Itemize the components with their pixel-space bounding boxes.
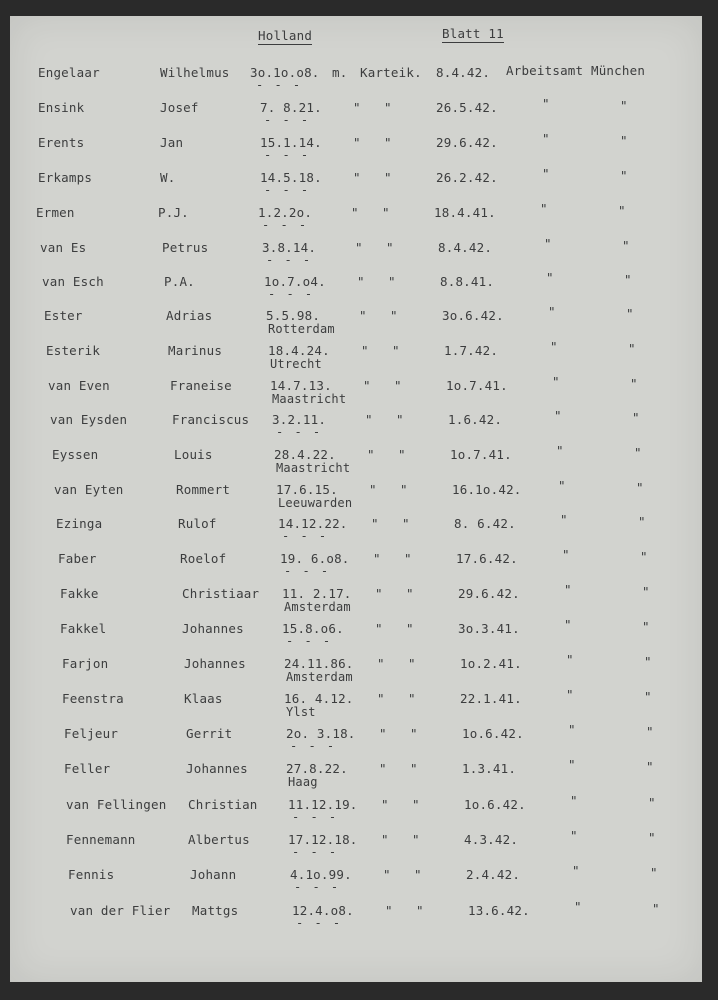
ditto-mark: " [377, 691, 385, 706]
ditto-mark: " [416, 903, 424, 918]
birth-place: Utrecht [270, 357, 322, 371]
ditto-mark: " [390, 308, 398, 323]
dash-mark: - - - [286, 634, 333, 648]
ditto-mark: " [406, 586, 414, 601]
surname: Erents [38, 135, 85, 150]
ditto-mark: " [406, 621, 414, 636]
birth-date: 11. 2.17. [282, 586, 352, 601]
surname: Ester [44, 308, 83, 323]
birth-place: Ylst [286, 705, 316, 719]
registration-date: 13.6.42. [468, 903, 530, 918]
registration-date: 8. 6.42. [454, 516, 516, 531]
birth-date: 1.2.2o. [258, 205, 313, 220]
birth-place: Maastricht [272, 392, 347, 406]
birth-date: 3.8.14. [262, 240, 317, 255]
ditto-mark: " [404, 551, 412, 566]
ditto-mark: " [353, 170, 361, 185]
registration-date: 3o.3.41. [458, 621, 520, 636]
ditto-mark: " [363, 378, 371, 393]
record-row [24, 443, 716, 481]
registration-date: 1.3.41. [462, 761, 517, 776]
record-row [10, 96, 702, 134]
registration-date: 8.8.41. [440, 274, 495, 289]
birth-date: 2o. 3.18. [286, 726, 356, 741]
ditto-mark: " [353, 100, 361, 115]
record-row [42, 899, 718, 937]
given-name: Rommert [176, 482, 231, 497]
given-name: Johannes [184, 656, 246, 671]
surname: Fakke [60, 586, 99, 601]
ditto-mark: " [642, 619, 650, 634]
ditto-mark: " [628, 341, 636, 356]
ditto-mark: " [412, 797, 420, 812]
given-name: Johannes [186, 761, 248, 776]
dash-mark: - - - [264, 113, 311, 127]
ditto-mark: " [648, 795, 656, 810]
dash-mark: - - - [296, 916, 343, 930]
given-name: Josef [160, 100, 199, 115]
record-row [34, 687, 718, 725]
ditto-mark: " [620, 133, 628, 148]
registration-date: 16.1o.42. [452, 482, 522, 497]
ditto-mark: " [388, 274, 396, 289]
given-name: P.A. [164, 274, 195, 289]
ditto-mark: " [650, 865, 658, 880]
registration-date: 2.4.42. [466, 867, 521, 882]
given-name: Albertus [188, 832, 250, 847]
surname: van der Flier [70, 903, 171, 918]
ditto-mark: " [382, 205, 390, 220]
header-country: Holland [258, 28, 313, 43]
birth-place: Rotterdam [268, 322, 335, 336]
birth-date: 17.12.18. [288, 832, 358, 847]
ditto-mark: " [558, 478, 566, 493]
ditto-mark: " [542, 96, 550, 111]
registration-date: 1o.6.42. [462, 726, 524, 741]
birth-date: 16. 4.12. [284, 691, 354, 706]
ditto-mark: " [564, 582, 572, 597]
ditto-mark: " [365, 412, 373, 427]
ditto-mark: " [570, 828, 578, 843]
dash-mark: - - - [282, 529, 329, 543]
birth-date: 27.8.22. [286, 761, 348, 776]
registration-date: 4.3.42. [464, 832, 519, 847]
registration-date: 3o.6.42. [442, 308, 504, 323]
surname: Farjon [62, 656, 109, 671]
birth-date: 1o.7.o4. [264, 274, 326, 289]
record-row [30, 547, 718, 585]
ditto-mark: " [618, 203, 626, 218]
ditto-mark: " [620, 168, 628, 183]
ditto-mark: " [386, 240, 394, 255]
ditto-mark: " [369, 482, 377, 497]
dash-mark: - - - [264, 148, 311, 162]
record-row [10, 166, 702, 204]
ditto-mark: " [562, 547, 570, 562]
ditto-mark: " [546, 270, 554, 285]
ditto-mark: " [648, 830, 656, 845]
surname: van Es [40, 240, 87, 255]
birth-date: 14.5.18. [260, 170, 322, 185]
ditto-mark: " [644, 689, 652, 704]
registration-date: 1o.7.41. [450, 447, 512, 462]
record-row [14, 270, 706, 308]
ditto-mark: " [375, 586, 383, 601]
ditto-mark: " [644, 654, 652, 669]
ditto-mark: " [566, 687, 574, 702]
birth-place: Maastricht [276, 461, 351, 475]
surname: Faber [58, 551, 97, 566]
registration-date: 1.7.42. [444, 343, 499, 358]
ditto-mark: " [384, 135, 392, 150]
dash-mark: - - - [284, 564, 331, 578]
given-name: Johannes [182, 621, 244, 636]
surname: Ermen [36, 205, 75, 220]
surname: van Fellingen [66, 797, 167, 812]
ditto-mark: " [554, 408, 562, 423]
birth-date: 17.6.15. [276, 482, 338, 497]
record-row [32, 582, 718, 620]
surname: Erkamps [38, 170, 93, 185]
ditto-mark: " [540, 201, 548, 216]
given-name: Mattgs [192, 903, 239, 918]
ditto-mark: " [392, 343, 400, 358]
ditto-mark: " [568, 757, 576, 772]
record-row [10, 65, 702, 99]
dash-mark: - - - [262, 218, 309, 232]
ditto-mark: " [396, 412, 404, 427]
birth-date: 11.12.19. [288, 797, 358, 812]
ditto-mark: " [646, 759, 654, 774]
given-name: Johann [190, 867, 237, 882]
registration-date: 1.6.42. [448, 412, 503, 427]
registration-date: 22.1.41. [460, 691, 522, 706]
dash-mark: - - - [266, 253, 313, 267]
given-name: W. [160, 170, 176, 185]
ditto-mark: " [624, 272, 632, 287]
surname: Fennemann [66, 832, 136, 847]
given-name: Jan [160, 135, 184, 150]
given-name: P.J. [158, 205, 189, 220]
record-row [38, 828, 718, 866]
given-name: Marinus [168, 343, 223, 358]
birth-date: 5.5.98. [266, 308, 321, 323]
ditto-mark: " [377, 656, 385, 671]
registration-date: 18.4.41. [434, 205, 496, 220]
marker: m. [332, 65, 348, 80]
surname: Ezinga [56, 516, 103, 531]
surname: Feenstra [62, 691, 124, 706]
surname: Ensink [38, 100, 85, 115]
birth-place: Leeuwarden [278, 496, 353, 510]
given-name: Petrus [162, 240, 209, 255]
ditto-mark: " [371, 516, 379, 531]
registration-date: 8.4.42. [436, 65, 491, 80]
given-name: Klaas [184, 691, 223, 706]
record-row [34, 652, 718, 690]
ditto-mark: " [381, 832, 389, 847]
dash-mark: - - - [294, 880, 341, 894]
registration-date: 8.4.42. [438, 240, 493, 255]
dash-mark: - - - [292, 810, 339, 824]
given-name: Adrias [166, 308, 213, 323]
ditto-mark: " [564, 617, 572, 632]
given-name: Christian [188, 797, 258, 812]
ditto-mark: " [646, 724, 654, 739]
registration-date: 26.2.42. [436, 170, 498, 185]
ditto-mark: " [652, 901, 660, 916]
registration-date: 1o.2.41. [460, 656, 522, 671]
record-row [38, 793, 718, 831]
ditto-mark: " [568, 722, 576, 737]
ditto-mark: " [400, 482, 408, 497]
birth-date: 28.4.22. [274, 447, 336, 462]
birth-date: 15.1.14. [260, 135, 322, 150]
registration-date: 17.6.42. [456, 551, 518, 566]
record-row [8, 201, 700, 239]
record-row [18, 339, 710, 377]
birth-date: 12.4.o8. [292, 903, 354, 918]
ditto-mark: " [572, 863, 580, 878]
record-row [36, 722, 718, 760]
ditto-mark: " [408, 691, 416, 706]
birth-place: Amsterdam [284, 600, 351, 614]
given-name: Rulof [178, 516, 217, 531]
surname: van Even [48, 378, 110, 393]
ditto-mark: " [560, 512, 568, 527]
surname: van Esch [42, 274, 104, 289]
ditto-mark: " [408, 656, 416, 671]
birth-date: 14.7.13. [270, 378, 332, 393]
document-sheet [10, 16, 702, 982]
ditto-mark: " [384, 170, 392, 185]
ditto-mark: " [381, 797, 389, 812]
record-row [26, 478, 718, 516]
ditto-mark: " [384, 100, 392, 115]
record-row [32, 617, 718, 655]
ditto-mark: " [385, 903, 393, 918]
surname: van Eysden [50, 412, 128, 427]
ditto-mark: " [379, 761, 387, 776]
birth-date: 19. 6.o8. [280, 551, 350, 566]
given-name: Franciscus [172, 412, 250, 427]
birth-date: 7. 8.21. [260, 100, 322, 115]
given-name: Gerrit [186, 726, 233, 741]
ditto-mark: " [412, 832, 420, 847]
ditto-mark: " [620, 98, 628, 113]
ditto-mark: " [636, 480, 644, 495]
ditto-mark: " [414, 867, 422, 882]
record-row [20, 374, 712, 412]
ditto-mark: " [351, 205, 359, 220]
ditto-mark: " [359, 308, 367, 323]
ditto-mark: " [357, 274, 365, 289]
ditto-mark: " [379, 726, 387, 741]
dash-mark: - - - [276, 425, 323, 439]
birth-date: 18.4.24. [268, 343, 330, 358]
ditto-mark: " [361, 343, 369, 358]
registration-date: 29.6.42. [458, 586, 520, 601]
given-name: Christiaar [182, 586, 260, 601]
surname: Feljeur [64, 726, 119, 741]
birth-date: 14.12.22. [278, 516, 348, 531]
source: Karteik. [360, 65, 422, 80]
registration-date: 1o.6.42. [464, 797, 526, 812]
given-name: Louis [174, 447, 213, 462]
ditto-mark: " [566, 652, 574, 667]
ditto-mark: " [353, 135, 361, 150]
ditto-mark: " [542, 166, 550, 181]
birth-place: Haag [288, 775, 318, 789]
dash-mark: - - - [292, 845, 339, 859]
record-row [22, 408, 714, 446]
ditto-mark: " [373, 551, 381, 566]
ditto-mark: " [410, 726, 418, 741]
ditto-mark: " [355, 240, 363, 255]
record-row [16, 304, 708, 342]
surname: Esterik [46, 343, 101, 358]
dash-mark: - - - [264, 183, 311, 197]
birth-date: 3.2.11. [272, 412, 327, 427]
registration-date: 1o.7.41. [446, 378, 508, 393]
ditto-mark: " [622, 238, 630, 253]
ditto-mark: " [375, 621, 383, 636]
surname: Fakkel [60, 621, 107, 636]
ditto-mark: " [638, 514, 646, 529]
ditto-mark: " [398, 447, 406, 462]
given-name: Franeise [170, 378, 232, 393]
ditto-mark: " [394, 378, 402, 393]
record-row [10, 131, 702, 169]
given-name: Wilhelmus [160, 65, 230, 80]
birth-date: 15.8.o6. [282, 621, 344, 636]
birth-date: 24.11.86. [284, 656, 354, 671]
ditto-mark: " [410, 761, 418, 776]
dash-mark: - - - [256, 78, 303, 92]
ditto-mark: " [544, 236, 552, 251]
surname: van Eyten [54, 482, 124, 497]
ditto-mark: " [383, 867, 391, 882]
ditto-mark: " [550, 339, 558, 354]
ditto-mark: " [570, 793, 578, 808]
ditto-mark: " [367, 447, 375, 462]
ditto-mark: " [574, 899, 582, 914]
ditto-mark: " [542, 131, 550, 146]
given-name: Roelof [180, 551, 227, 566]
registration-date: 29.6.42. [436, 135, 498, 150]
ditto-mark: " [626, 306, 634, 321]
surname: Feller [64, 761, 111, 776]
record-row [12, 236, 704, 274]
ditto-mark: " [640, 549, 648, 564]
surname: Fennis [68, 867, 115, 882]
dash-mark: - - - [290, 739, 337, 753]
ditto-mark: " [556, 443, 564, 458]
ditto-mark: " [552, 374, 560, 389]
surname: Engelaar [38, 65, 100, 80]
ditto-mark: " [632, 410, 640, 425]
birth-date: 4.1o.99. [290, 867, 352, 882]
surname: Eyssen [52, 447, 99, 462]
record-row [28, 512, 718, 550]
ditto-mark: " [630, 376, 638, 391]
ditto-mark: " [634, 445, 642, 460]
ditto-mark: " [642, 584, 650, 599]
registration-date: 26.5.42. [436, 100, 498, 115]
record-row [40, 863, 718, 901]
dash-mark: - - - [268, 287, 315, 301]
birth-date: 3o.1o.o8. [250, 65, 320, 80]
ditto-mark: " [548, 304, 556, 319]
record-row [36, 757, 718, 795]
header-sheet-number: Blatt 11 [442, 26, 504, 41]
labour-office: Arbeitsamt München [506, 63, 646, 78]
ditto-mark: " [402, 516, 410, 531]
birth-place: Amsterdam [286, 670, 353, 684]
